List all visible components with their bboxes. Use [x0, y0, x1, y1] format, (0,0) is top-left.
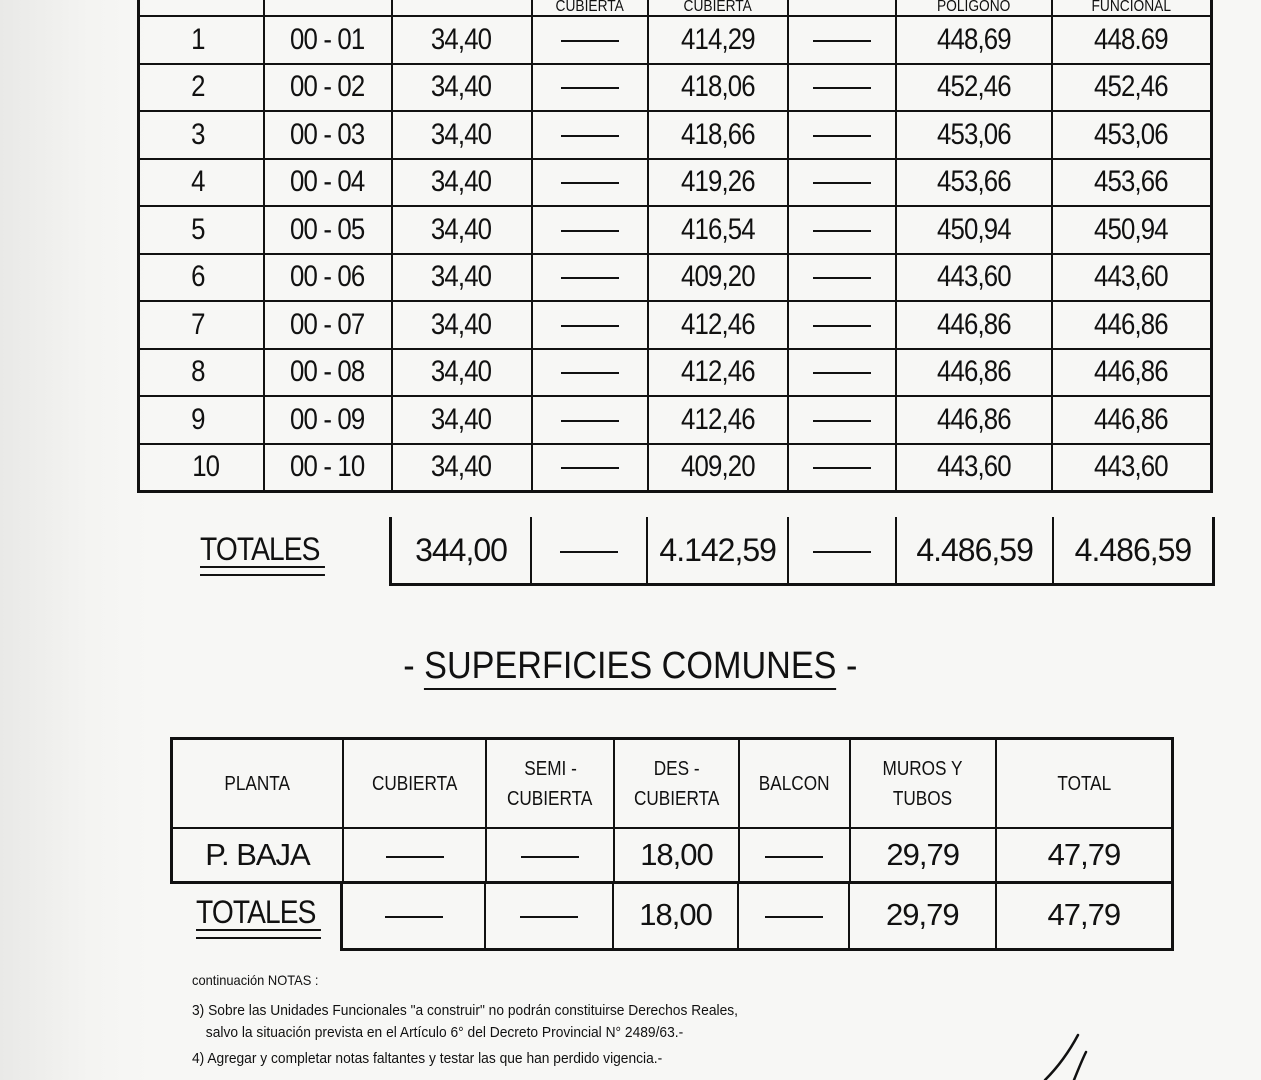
total-cell: 4.486,59: [896, 517, 1053, 585]
cell-d: [788, 301, 896, 349]
cell-c: 412,46: [648, 349, 788, 397]
table-row: [139, 301, 1212, 349]
cell-d: [788, 254, 896, 302]
cell-n: 8: [139, 349, 264, 397]
cell-a: 34,40: [392, 254, 532, 302]
cell-b: [532, 16, 648, 64]
cell-code: 00 - 02: [264, 64, 392, 112]
dash-mark: [813, 182, 871, 184]
cell-n: 4: [139, 159, 264, 207]
cell-d: [788, 444, 896, 492]
dash-mark: [813, 420, 871, 422]
cell-d: [788, 16, 896, 64]
table-header-row: [139, 0, 1212, 16]
table-header-row: [172, 739, 1173, 829]
total-cell: 4.486,59: [1053, 517, 1214, 585]
cell-a: 34,40: [392, 16, 532, 64]
dash-mark: [561, 420, 619, 422]
dash-mark: [813, 277, 871, 279]
notes-intro: continuación NOTAS :: [192, 972, 319, 988]
cell-a: 34,40: [392, 206, 532, 254]
dash-mark: [813, 87, 871, 89]
total-cell: 4.142,59: [647, 517, 788, 585]
dash-mark: [561, 135, 619, 137]
table-row: [139, 206, 1212, 254]
total-cell: 29,79: [849, 882, 996, 950]
page-edge-shadow: [0, 0, 150, 1080]
dash-mark: [813, 372, 871, 374]
cell-f: 443,60: [1052, 444, 1212, 492]
cell-e: 453,66: [896, 159, 1052, 207]
cell-e: 450,94: [896, 206, 1052, 254]
cell-code: 00 - 07: [264, 301, 392, 349]
cell-b: [532, 444, 648, 492]
cell-b: [532, 254, 648, 302]
totals-label: TOTALES: [196, 894, 316, 930]
total-cell: [788, 517, 896, 585]
total-cell: [485, 882, 613, 950]
cell-f: 450,94: [1052, 206, 1212, 254]
cell-n: 10: [139, 444, 264, 492]
cell-a: 34,40: [392, 396, 532, 444]
dash-mark: [386, 856, 444, 858]
total-cell: 344,00: [391, 517, 532, 585]
dash-mark: [813, 135, 871, 137]
cell-e: 446,86: [896, 301, 1052, 349]
cell-f: 443,60: [1052, 254, 1212, 302]
cell-a: 34,40: [392, 349, 532, 397]
header-cell: [264, 0, 392, 16]
cell-c: 412,46: [648, 396, 788, 444]
cell-a: 34,40: [392, 111, 532, 159]
table-row: [172, 828, 1173, 883]
signature-stroke: [1030, 1030, 1110, 1080]
dash-mark: [520, 916, 578, 918]
dash-mark: [813, 551, 871, 553]
cell-semicubierta: [486, 828, 613, 883]
cell-d: [788, 159, 896, 207]
dash-mark: [561, 182, 619, 184]
cell-d: [788, 206, 896, 254]
cell-b: [532, 396, 648, 444]
cell-n: 5: [139, 206, 264, 254]
dash-mark: [813, 325, 871, 327]
cell-f: 448.69: [1052, 16, 1212, 64]
dash-mark: [560, 551, 618, 553]
cell-b: [532, 301, 648, 349]
section-title: [0, 645, 1261, 688]
lower-totals-row: [170, 882, 1174, 952]
dash-mark: [561, 277, 619, 279]
cell-d: [788, 111, 896, 159]
title-suffix: -: [836, 645, 858, 687]
cell-code: 00 - 06: [264, 254, 392, 302]
table-row: [139, 396, 1212, 444]
header-cell: [139, 0, 264, 16]
cell-b: [532, 206, 648, 254]
cell-f: 446,86: [1052, 301, 1212, 349]
cell-e: 446,86: [896, 396, 1052, 444]
cell-b: [532, 111, 648, 159]
unidades-funcionales-table: [137, 0, 1213, 493]
title-text: SUPERFICIES COMUNES: [424, 645, 836, 690]
cell-b: [532, 159, 648, 207]
cell-a: 34,40: [392, 159, 532, 207]
cell-c: 412,46: [648, 301, 788, 349]
table-row: [139, 64, 1212, 112]
cell-code: 00 - 09: [264, 396, 392, 444]
cell-f: 453,66: [1052, 159, 1212, 207]
dash-mark: [765, 916, 823, 918]
total-cell: [738, 882, 849, 950]
total-cell: [531, 517, 647, 585]
cell-a: 34,40: [392, 301, 532, 349]
cell-code: 00 - 01: [264, 16, 392, 64]
dash-mark: [813, 40, 871, 42]
dash-mark: [561, 372, 619, 374]
cell-code: 00 - 10: [264, 444, 392, 492]
cell-n: 7: [139, 301, 264, 349]
cell-balcon: [739, 828, 849, 883]
cell-descubierta: 18,00: [614, 828, 739, 883]
cell-c: 409,20: [648, 254, 788, 302]
cell-b: [532, 349, 648, 397]
header-cubierta: CUBIERTA: [343, 739, 486, 829]
header-cell: POLIGONO: [896, 0, 1052, 16]
dash-mark: [561, 230, 619, 232]
table-row: [139, 111, 1212, 159]
cell-c: 418,06: [648, 64, 788, 112]
cell-d: [788, 396, 896, 444]
dash-mark: [385, 916, 443, 918]
table-row: [139, 349, 1212, 397]
header-cell: [392, 0, 532, 16]
cell-e: 443,60: [896, 254, 1052, 302]
cell-n: 6: [139, 254, 264, 302]
header-balcon: BALCON: [739, 739, 849, 829]
note-3-line-2: salvo la situación prevista en el Artículo 6° del Decreto Provincial N° 2489/63.-: [205, 1024, 684, 1042]
cell-a: 34,40: [392, 64, 532, 112]
cell-planta: P. BAJA: [172, 828, 344, 883]
header-cell: [788, 0, 896, 16]
table-row: [139, 254, 1212, 302]
cell-c: 418,66: [648, 111, 788, 159]
dash-mark: [561, 40, 619, 42]
cell-f: 453,06: [1052, 111, 1212, 159]
cell-n: 9: [139, 396, 264, 444]
cell-muros: 29,79: [850, 828, 996, 883]
cell-c: 414,29: [648, 16, 788, 64]
cell-c: 409,20: [648, 444, 788, 492]
superficies-comunes-table: [170, 737, 1174, 884]
cell-e: 452,46: [896, 64, 1052, 112]
cell-e: 453,06: [896, 111, 1052, 159]
header-muros-tubos: MUROS Y TUBOS: [850, 739, 996, 829]
dash-mark: [765, 856, 823, 858]
cell-c: 416,54: [648, 206, 788, 254]
cell-code: 00 - 04: [264, 159, 392, 207]
cell-c: 419,26: [648, 159, 788, 207]
header-cell: FUNCIONAL: [1052, 0, 1212, 16]
total-cell: [342, 882, 486, 950]
table-row: [139, 159, 1212, 207]
table-row: [139, 16, 1212, 64]
cell-a: 34,40: [392, 444, 532, 492]
cell-code: 00 - 08: [264, 349, 392, 397]
cell-cubierta: [343, 828, 486, 883]
note-3-line-1: 3) Sobre las Unidades Funcionales "a construir" no podrán constituirse Derechos Reales,: [192, 1002, 738, 1020]
dash-mark: [561, 87, 619, 89]
cell-f: 452,46: [1052, 64, 1212, 112]
notes-block: [192, 970, 785, 1070]
cell-b: [532, 64, 648, 112]
header-cell: CUBIERTA: [648, 0, 788, 16]
cell-d: [788, 349, 896, 397]
header-total: TOTAL: [996, 739, 1173, 829]
upper-totals-row: [137, 517, 1213, 587]
header-descubierta: DES - CUBIERTA: [614, 739, 739, 829]
cell-code: 00 - 05: [264, 206, 392, 254]
dash-mark: [813, 230, 871, 232]
table-row: [139, 444, 1212, 492]
cell-n: 2: [139, 64, 264, 112]
dash-mark: [521, 856, 579, 858]
dash-mark: [561, 325, 619, 327]
header-cell: CUBIERTA: [532, 0, 648, 16]
dash-mark: [561, 467, 619, 469]
cell-f: 446,86: [1052, 349, 1212, 397]
total-cell: 47,79: [996, 882, 1173, 950]
cell-code: 00 - 03: [264, 111, 392, 159]
cell-d: [788, 64, 896, 112]
title-prefix: -: [403, 645, 425, 687]
cell-f: 446,86: [1052, 396, 1212, 444]
header-semicubierta: SEMI - CUBIERTA: [486, 739, 613, 829]
cell-n: 1: [139, 16, 264, 64]
header-planta: PLANTA: [172, 739, 344, 829]
cell-e: 446,86: [896, 349, 1052, 397]
cell-e: 443,60: [896, 444, 1052, 492]
cell-e: 448,69: [896, 16, 1052, 64]
dash-mark: [813, 467, 871, 469]
cell-n: 3: [139, 111, 264, 159]
totals-label: TOTALES: [200, 531, 320, 567]
note-4: 4) Agregar y completar notas faltantes y testar las que han perdido vigencia.-: [192, 1049, 663, 1067]
total-cell: 18,00: [613, 882, 739, 950]
cell-total: 47,79: [996, 828, 1173, 883]
